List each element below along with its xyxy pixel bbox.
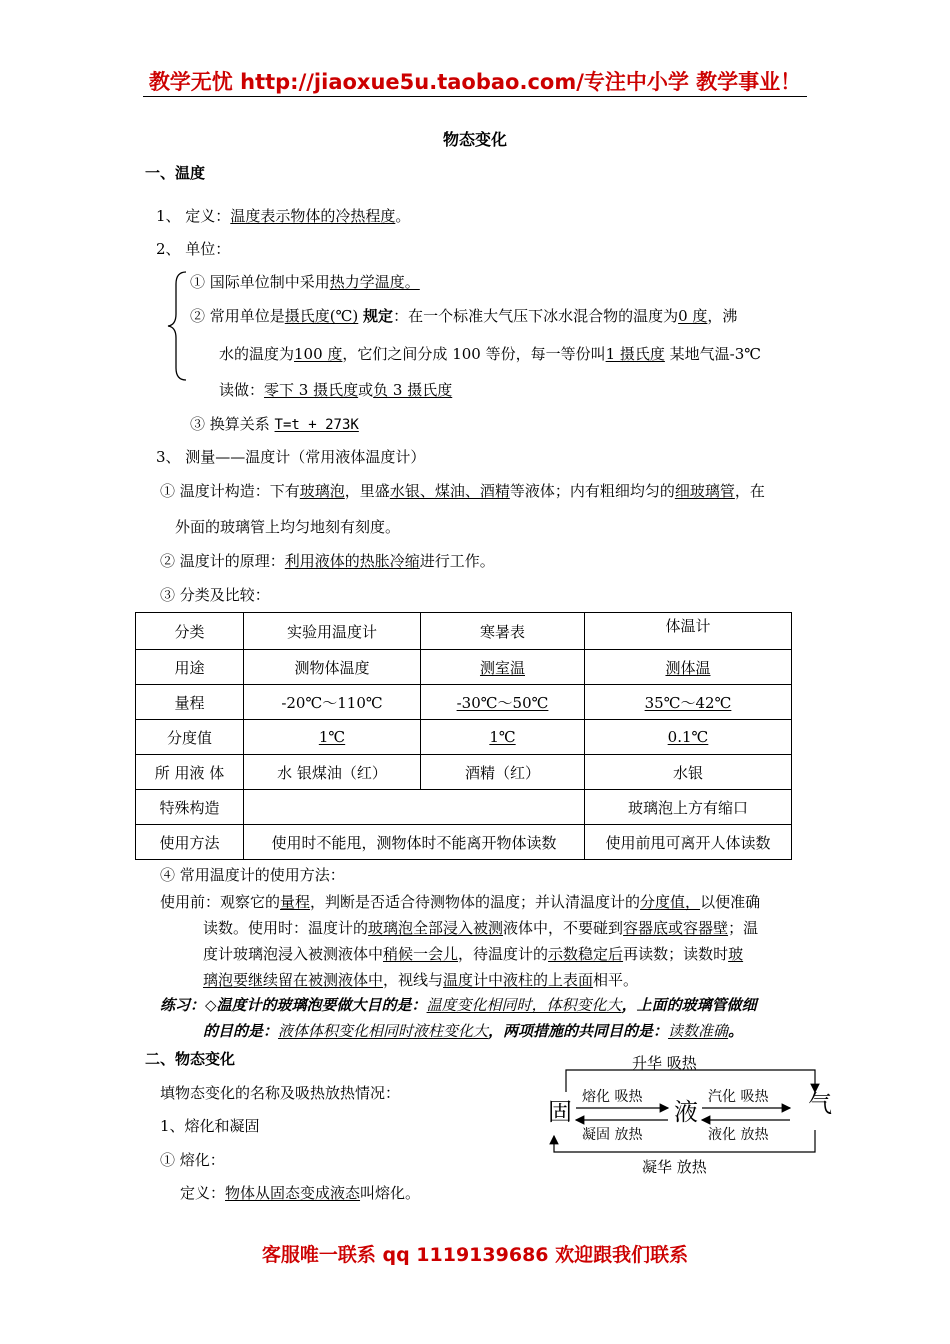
table-cell: 1℃ [244, 720, 421, 755]
table-cell: -30℃～50℃ [421, 685, 585, 720]
usage-line-2: 读数。使用时：温度计的玻璃泡全部浸入被测液体中，不要碰到容器底或容器壁；温 [203, 919, 759, 937]
conversion-line: ③ 换算关系 T=t + 273K [190, 415, 359, 433]
classification-heading: ③ 分类及比较： [160, 586, 270, 604]
table-cell: 35℃～42℃ [585, 685, 792, 720]
table-cell: 量程 [136, 685, 244, 720]
table-row [136, 650, 792, 685]
gas-label: 气 [808, 1090, 832, 1118]
brace-icon [166, 270, 188, 382]
table-row [136, 613, 792, 650]
table-cell: 0.1℃ [585, 720, 792, 755]
table-cell: 实验用温度计 [244, 613, 421, 650]
unit-line-4: 读做：零下 3 摄氏度或负 3 摄氏度 [219, 381, 453, 399]
melting-definition: 定义：物体从固态变成液态叫熔化。 [180, 1184, 421, 1202]
section-heading-state-change: 二、物态变化 [145, 1050, 236, 1068]
unit-line-2: ② 常用单位是摄氏度(℃) 规定：在一个标准大气压下冰水混合物的温度为0 度，沸 [190, 307, 738, 325]
vaporization-label: 汽化 吸热 [708, 1089, 769, 1105]
table-cell: 水银 [585, 755, 792, 790]
table-cell: 使用前甩可离开人体读数 [585, 825, 792, 860]
principle-line: ② 温度计的原理：利用液体的热胀冷缩进行工作。 [160, 552, 495, 570]
thermometer-comparison-table [135, 612, 792, 860]
table-cell: 1℃ [421, 720, 585, 755]
table-cell: -20℃～110℃ [244, 685, 421, 720]
structure-line-1: ① 温度计构造：下有玻璃泡，里盛水银、煤油、酒精等液体；内有粗细均匀的细玻璃管，在 [160, 482, 765, 500]
section2-item-1: 1、熔化和凝固 [160, 1117, 260, 1135]
table-cell: 水 银煤油（红） [244, 755, 421, 790]
section2-item-1a: ① 熔化： [160, 1151, 225, 1169]
sublimation-label: 升华 吸热 [632, 1054, 697, 1072]
table-cell: 酒精（红） [421, 755, 585, 790]
deposition-label: 凝华 放热 [642, 1158, 707, 1176]
table-row [136, 825, 792, 860]
table-cell: 测体温 [585, 650, 792, 685]
exercise-line-1: 练习：◇温度计的玻璃泡要做大目的是：温度变化相同时，体积变化大，上面的玻璃管做细 [160, 996, 757, 1014]
usage-line-3: 度计玻璃泡浸入被测液体中稍候一会儿，待温度计的示数稳定后再读数；读数时玻 [203, 945, 744, 963]
table-row [136, 720, 792, 755]
table-cell: 分度值 [136, 720, 244, 755]
page-title: 物态变化 [442, 130, 507, 149]
table-cell: 用途 [136, 650, 244, 685]
table-cell: 体温计 [585, 613, 792, 650]
header-banner: 教学无忧 http://jiaoxue5u.taobao.com/专注中小学 教学事业！ [148, 70, 802, 94]
table-cell: 特殊构造 [136, 790, 244, 825]
footer-banner: 客服唯一联系 qq 1119139686 欢迎跟我们联系 [261, 1244, 689, 1266]
table-cell: 分类 [136, 613, 244, 650]
table-cell: 测室温 [421, 650, 585, 685]
header-rule [143, 96, 807, 97]
usage-line-1: 使用前：观察它的量程，判断是否适合待测物体的温度；并认清温度计的分度值，以便准确 [160, 893, 761, 911]
table-cell: 寒暑表 [421, 613, 585, 650]
definition-line: 1、 定义：温度表示物体的冷热程度。 [156, 207, 411, 225]
unit-heading: 2、 单位： [156, 240, 231, 258]
table-cell: 所 用液 体 [136, 755, 244, 790]
table-cell [244, 790, 585, 825]
liquefaction-label: 液化 放热 [708, 1127, 769, 1143]
section-heading-temperature: 一、温度 [145, 164, 206, 182]
section2-intro: 填物态变化的名称及吸热放热情况： [160, 1084, 401, 1102]
usage-line-4: 璃泡要继续留在被测液体中，视线与温度计中液柱的上表面相平。 [203, 971, 639, 989]
melting-label: 熔化 吸热 [582, 1089, 643, 1105]
table-row [136, 790, 792, 825]
table-cell: 测物体温度 [244, 650, 421, 685]
state-change-diagram [540, 1048, 840, 1178]
table-row [136, 685, 792, 720]
unit-line-3: 水的温度为100 度，它们之间分成 100 等份，每一等份叫1 摄氏度 某地气温-3℃ [219, 345, 762, 363]
solidification-label: 凝固 放热 [582, 1127, 643, 1143]
structure-line-2: 外面的玻璃管上均匀地刻有刻度。 [175, 518, 401, 536]
usage-heading: ④ 常用温度计的使用方法： [160, 866, 345, 884]
solid-label: 固 [548, 1098, 572, 1126]
measure-heading: 3、 测量——温度计（常用液体温度计） [156, 448, 426, 466]
table-cell: 使用时不能甩，测物体时不能离开物体读数 [244, 825, 585, 860]
exercise-line-2: 的目的是：液体体积变化相同时液柱变化大，两项措施的共同目的是：读数准确。 [203, 1022, 744, 1040]
liquid-label: 液 [674, 1098, 698, 1126]
table-cell: 使用方法 [136, 825, 244, 860]
unit-line-1: ① 国际单位制中采用热力学温度。 [190, 273, 420, 291]
table-cell: 玻璃泡上方有缩口 [585, 790, 792, 825]
table-row [136, 755, 792, 790]
